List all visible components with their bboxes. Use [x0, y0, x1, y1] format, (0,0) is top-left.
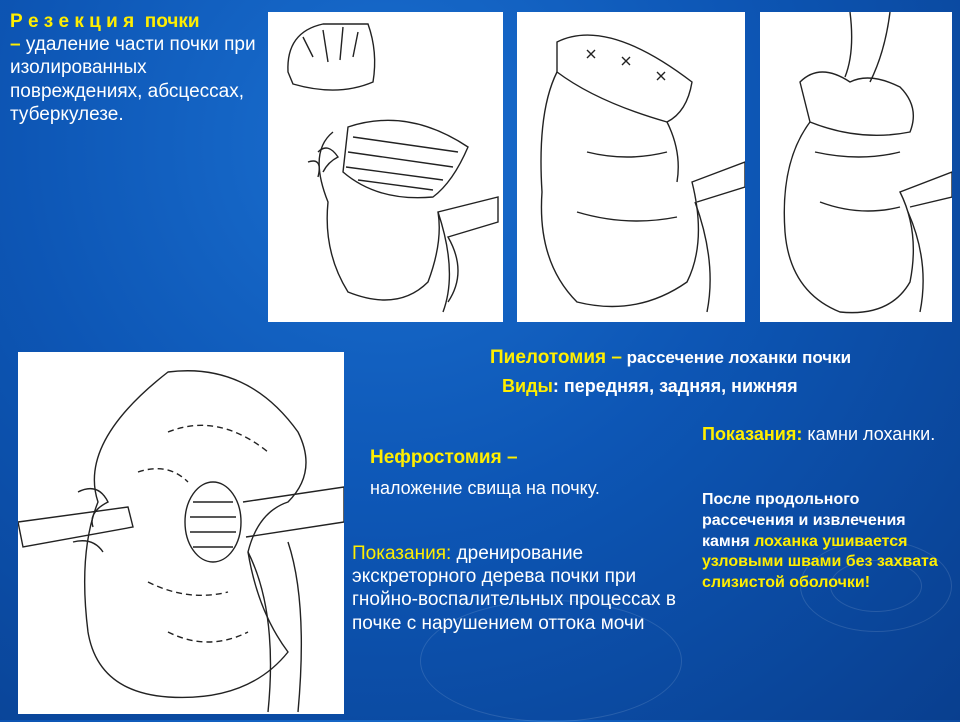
nephrostomy-indications — [352, 542, 697, 635]
pyelotomy-indications — [702, 424, 952, 446]
nephrostomy-ind-label: Показания: — [352, 543, 452, 564]
pyelotomy-note-yellow: лоханка ушивается узловыми швами без захвата слизистой оболочки! — [702, 532, 938, 592]
pyelotomy-ind-label: Показания: — [702, 424, 803, 444]
resection-title: Р е з е к ц и я почки — [10, 11, 200, 32]
pyelotomy-note — [702, 490, 942, 594]
pyelotomy-types-list: : передняя, задняя, нижняя — [552, 376, 798, 396]
pyelotomy-types-label: Виды — [502, 376, 553, 396]
resection-illustration-3 — [760, 12, 952, 322]
pyelotomy-types — [502, 376, 952, 398]
nephrostomy-desc-block — [370, 478, 640, 500]
nephrostomy-illustration — [18, 352, 344, 714]
pyelotomy-block — [490, 346, 955, 369]
resection-dash: – — [10, 34, 21, 56]
pyelotomy-ind-text: камни лоханки. — [807, 424, 936, 444]
nephrostomy-title: Нефростомия — [370, 447, 502, 468]
nephrostomy-desc: наложение свища на почку. — [370, 478, 600, 498]
pyelotomy-title: Пиелотомия – — [490, 347, 622, 368]
resection-illustration-1 — [268, 12, 503, 322]
resection-block — [10, 10, 265, 126]
nephrostomy-dash: – — [506, 447, 518, 468]
nephrostomy-ind-text: дренирование экскреторного дерева почки при гнойно-воспалительных процессах в почке с нарушением оттока мочи — [352, 543, 676, 634]
resection-desc: удаление части почки при изолированных повреждениях, абсцессах, туберкулезе. — [10, 34, 256, 125]
nephrostomy-block — [370, 446, 690, 469]
pyelotomy-note-white: После продольного рассечения и извлечения камня — [702, 491, 906, 550]
pyelotomy-desc: рассечение лоханки почки — [626, 348, 852, 367]
resection-illustration-2 — [517, 12, 745, 322]
